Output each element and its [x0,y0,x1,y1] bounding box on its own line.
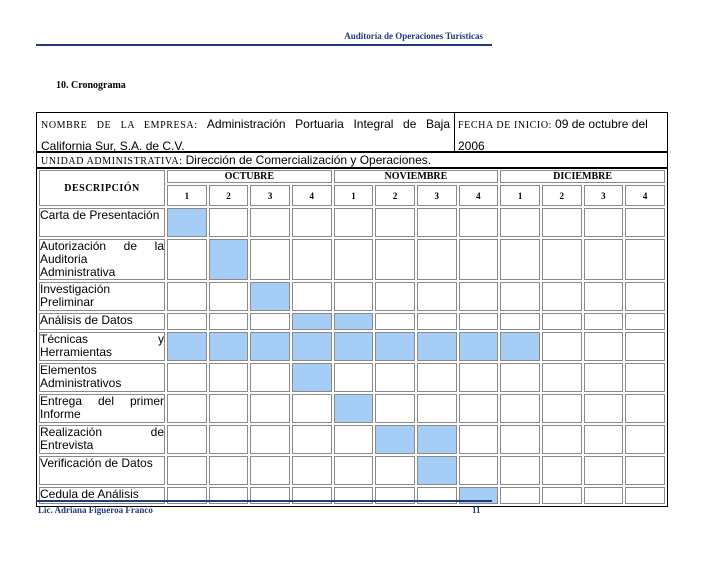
week-cell-active [334,313,374,330]
activity-name: Investigación Preliminar [39,282,165,311]
week-cell [250,456,290,485]
company-name-label: NOMBRE DE LA EMPRESA: [41,120,198,131]
week-cell [542,425,582,454]
week-cell [542,394,582,423]
activity-name: Elementos Administrativos [39,363,165,392]
week-cell [500,208,540,237]
page-number: 11 [472,505,481,515]
schedule-body [39,208,665,504]
week-cell-active [334,394,374,423]
week-cell [250,313,290,330]
week-cell [417,394,457,423]
week-cell-active [459,332,499,361]
week-cell [334,208,374,237]
week-cell [250,208,290,237]
week-cell [500,487,540,504]
week-cell-active [334,332,374,361]
activity-name: Análisis de Datos [39,313,165,330]
week-cell [292,208,332,237]
week-cell [459,425,499,454]
week-cell-active [292,313,332,330]
week-cell-active [375,425,415,454]
week-cell [250,239,290,280]
week-cell [542,208,582,237]
start-date-label: FECHA DE INICIO: [458,120,553,131]
week-cell-active [292,363,332,392]
week-cell [459,239,499,280]
week-cell [542,456,582,485]
week-cell [542,487,582,504]
week-cell [542,313,582,330]
week-cell [292,456,332,485]
week-cell [625,208,665,237]
week-cell [500,456,540,485]
activity-name: Verificación de Datos [39,456,165,485]
activity-name: Cedula de Análisis [39,487,165,504]
week-cell [625,313,665,330]
week-cell-active [375,332,415,361]
week-cell [584,456,624,485]
week-cell-active [292,332,332,361]
activity-row [39,313,665,330]
week-cell-active [417,332,457,361]
week-header: 1 [334,185,374,206]
start-date-cell [455,113,667,152]
week-cell [500,363,540,392]
activity-name: Técnicas y Herramientas [40,332,164,359]
week-cell [584,487,624,504]
week-cell-active [250,332,290,361]
week-cell [292,239,332,280]
header-title: Auditoría de Operaciones Turísticas [344,31,483,41]
week-cell [500,239,540,280]
week-cell [375,239,415,280]
week-cell [375,208,415,237]
week-cell [375,282,415,311]
footer-author: Lic. Adriana Figueroa Franco [38,505,153,515]
week-cell [292,425,332,454]
company-name-value: Administración Portuaria Integral de Baja California Sur, S.A. de C.V. [41,117,450,153]
week-cell [167,313,207,330]
week-cell [334,239,374,280]
week-cell [209,425,249,454]
week-cell [625,487,665,504]
week-cell [375,363,415,392]
week-cell [417,208,457,237]
week-cell [542,282,582,311]
week-cell [584,394,624,423]
week-cell [167,239,207,280]
week-cell [500,282,540,311]
week-cell-active [500,332,540,361]
activity-name: Autorización de la Auditoria Administrativa [40,239,164,279]
week-cell [417,282,457,311]
activity-name: Entrega del primer Informe [40,394,164,421]
week-cell-active [167,208,207,237]
week-header: 3 [584,185,624,206]
week-cell [459,208,499,237]
week-cell [542,239,582,280]
week-cell-active [417,425,457,454]
week-cell-active [167,332,207,361]
activity-row [39,208,665,237]
week-cell [459,363,499,392]
activity-row [39,394,665,423]
footer-rule [36,500,492,502]
week-cell-active [250,282,290,311]
week-header: 1 [167,185,207,206]
week-cell [334,282,374,311]
week-cell [625,456,665,485]
week-cell [209,208,249,237]
week-cell [459,394,499,423]
company-name-cell [37,113,455,152]
week-cell [209,313,249,330]
week-cell [459,313,499,330]
week-cell [375,313,415,330]
activity-name: Carta de Presentación [39,208,165,237]
week-cell [292,282,332,311]
header-rule [36,44,492,46]
week-cell [584,239,624,280]
month-header: OCTUBRE [167,170,332,183]
week-cell [292,394,332,423]
week-cell [334,425,374,454]
activity-row [39,363,665,392]
week-cell [209,363,249,392]
activity-row [39,456,665,485]
admin-unit-label: UNIDAD ADMINISTRATIVA: [41,156,183,167]
week-cell [500,394,540,423]
month-header: DICIEMBRE [500,170,665,183]
week-cell [625,394,665,423]
week-cell-active [417,456,457,485]
week-cell [167,394,207,423]
week-header: 2 [542,185,582,206]
week-cell [542,363,582,392]
week-cell [167,425,207,454]
admin-unit-value: Dirección de Comercialización y Operaciones. [185,153,432,167]
week-cell [584,313,624,330]
week-cell [375,456,415,485]
week-cell [209,282,249,311]
week-cell [417,313,457,330]
company-info-row [36,112,668,153]
week-cell [542,332,582,361]
week-cell [417,363,457,392]
week-cell [584,332,624,361]
month-header-row [39,170,665,183]
week-header: 3 [250,185,290,206]
activity-row [39,425,665,454]
week-cell [417,239,457,280]
week-cell [459,282,499,311]
week-cell [625,332,665,361]
week-cell [625,282,665,311]
description-header: DESCRIPCIÓN [39,170,165,206]
week-header: 2 [209,185,249,206]
week-header: 4 [459,185,499,206]
start-date-value: 09 de octubre del 2006 [458,117,648,153]
week-cell [459,456,499,485]
week-cell-active [209,332,249,361]
week-cell [334,363,374,392]
week-cell [625,425,665,454]
schedule-table [36,167,668,507]
week-cell [250,425,290,454]
week-cell [250,394,290,423]
week-header: 4 [292,185,332,206]
week-header: 3 [417,185,457,206]
section-title: 10. Cronograma [56,80,126,91]
week-cell [375,394,415,423]
week-cell [625,239,665,280]
month-header: NOVIEMBRE [334,170,499,183]
week-cell [500,313,540,330]
week-cell [334,456,374,485]
week-cell [209,456,249,485]
week-header: 4 [625,185,665,206]
week-header: 1 [500,185,540,206]
week-cell [584,363,624,392]
week-cell [625,363,665,392]
activity-row [39,332,665,361]
week-header: 2 [375,185,415,206]
week-cell [584,282,624,311]
activity-name: Realización de Entrevista [40,425,164,452]
activity-row [39,239,665,280]
week-cell [167,456,207,485]
week-cell [584,208,624,237]
activity-row [39,282,665,311]
week-cell [167,282,207,311]
week-cell [209,394,249,423]
week-cell [250,363,290,392]
week-cell [584,425,624,454]
week-cell [500,425,540,454]
week-cell-active [209,239,249,280]
week-cell [167,363,207,392]
